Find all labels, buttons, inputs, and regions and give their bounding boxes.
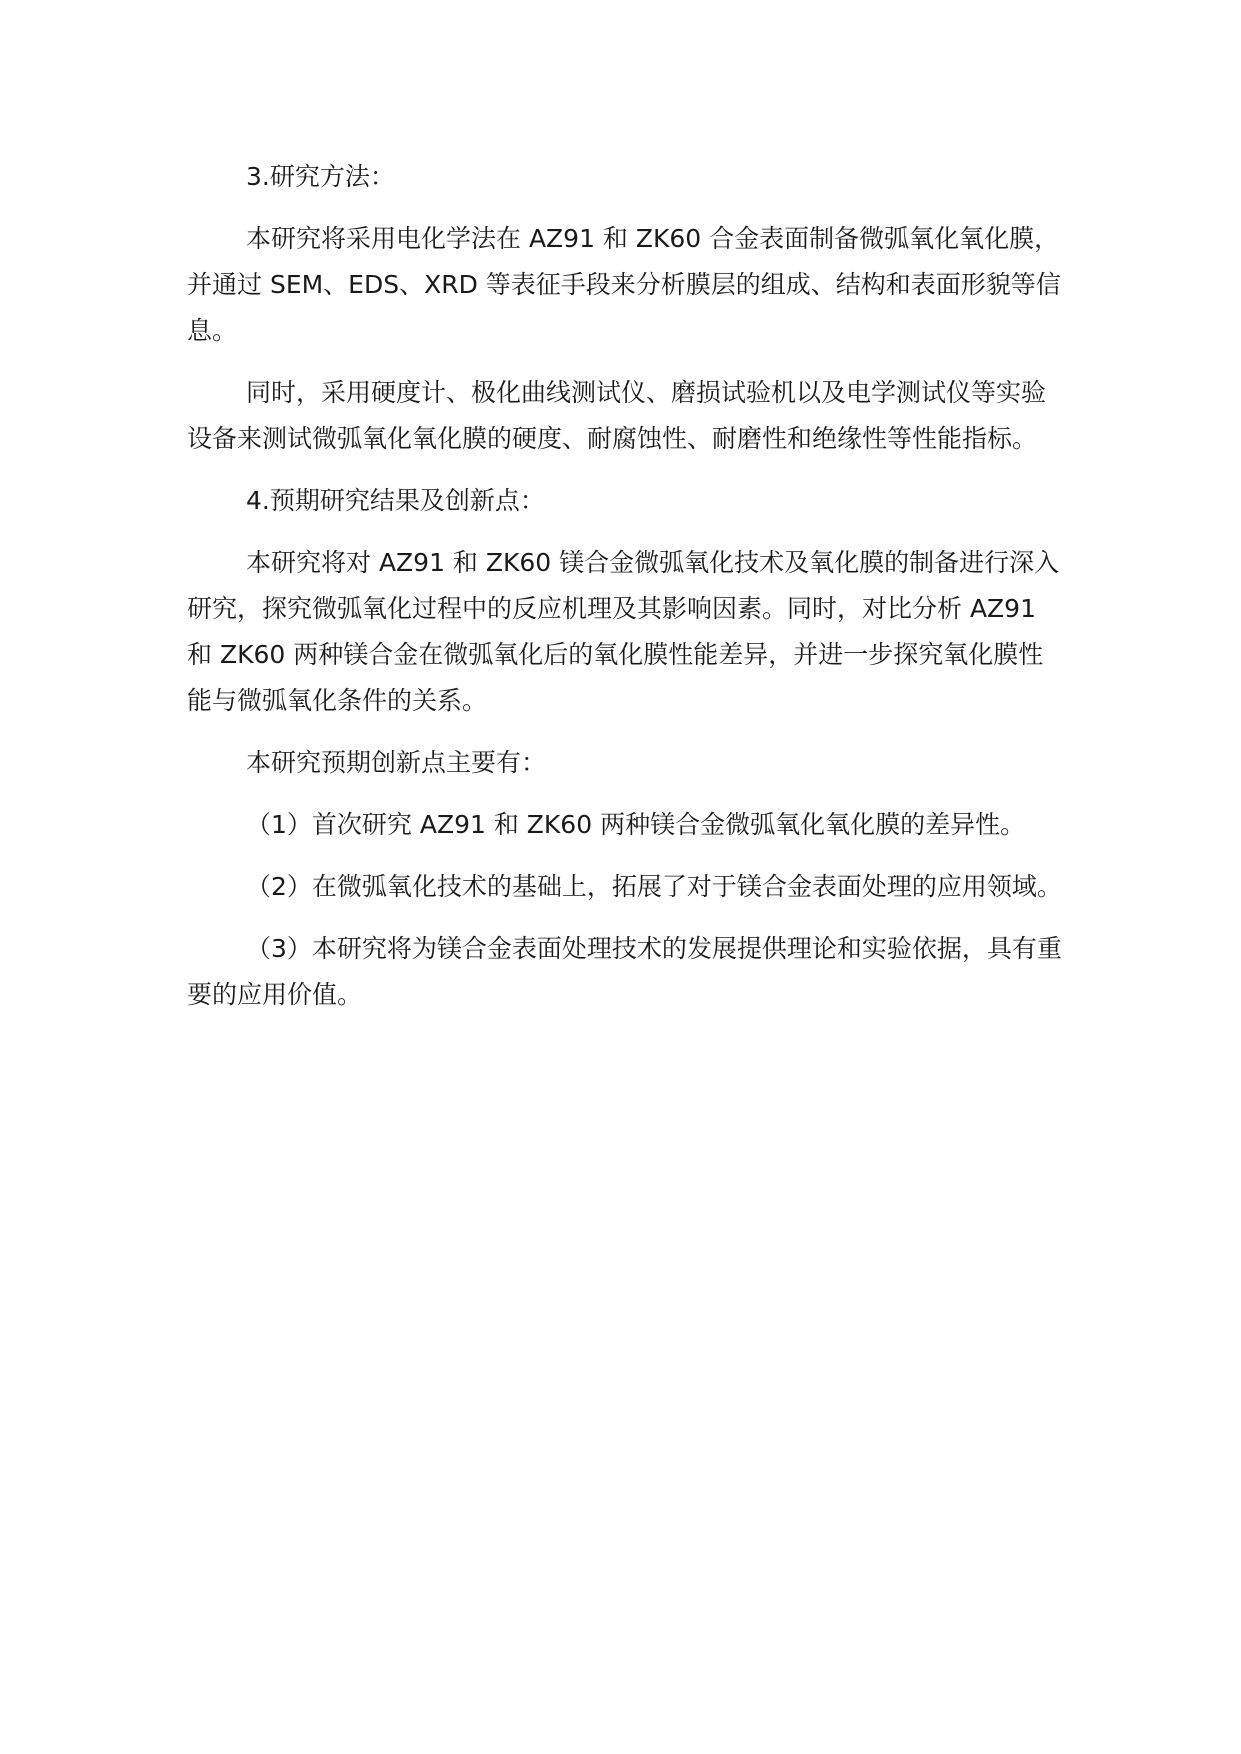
document-body xyxy=(187,154,1067,1034)
innovation-item-1: （1）首次研究 AZ91 和 ZK60 两种镁合金微弧氧化氧化膜的差异性。 xyxy=(246,810,1026,839)
innovation-item-2: （2）在微弧氧化技术的基础上，拓展了对于镁合金表面处理的应用领域。 xyxy=(246,872,1062,901)
section-3-paragraph-1: 本研究将采用电化学法在 AZ91 和 ZK60 合金表面制备微弧氧化氧化膜，并通过 SEM、EDS、XRD 等表征手段来分析膜层的组成、结构和表面形貌等信息。 xyxy=(187,224,1061,345)
section-4-paragraph-1: 本研究将对 AZ91 和 ZK60 镁合金微弧氧化技术及氧化膜的制备进行深入研究，探究微弧氧化过程中的反应机理及其影响因素。同时，对比分析 AZ91 和 ZK60 两种镁合金在微弧氧化后的氧化膜性能差异，并进一步探究氧化膜性能与微弧氧化条件的关系。 xyxy=(187,548,1060,715)
innovation-item-3: （3）本研究将为镁合金表面处理技术的发展提供理论和实验依据，具有重要的应用价值。 xyxy=(187,934,1062,1009)
section-4-heading: 4.预期研究结果及创新点： xyxy=(246,486,545,515)
section-3-paragraph-2: 同时，采用硬度计、极化曲线测试仪、磨损试验机以及电学测试仪等实验设备来测试微弧氧化氧化膜的硬度、耐腐蚀性、耐磨性和绝缘性等性能指标。 xyxy=(187,378,1047,453)
section-4-paragraph-2: 本研究预期创新点主要有： xyxy=(246,748,547,777)
section-3-heading: 3.研究方法： xyxy=(246,162,395,191)
